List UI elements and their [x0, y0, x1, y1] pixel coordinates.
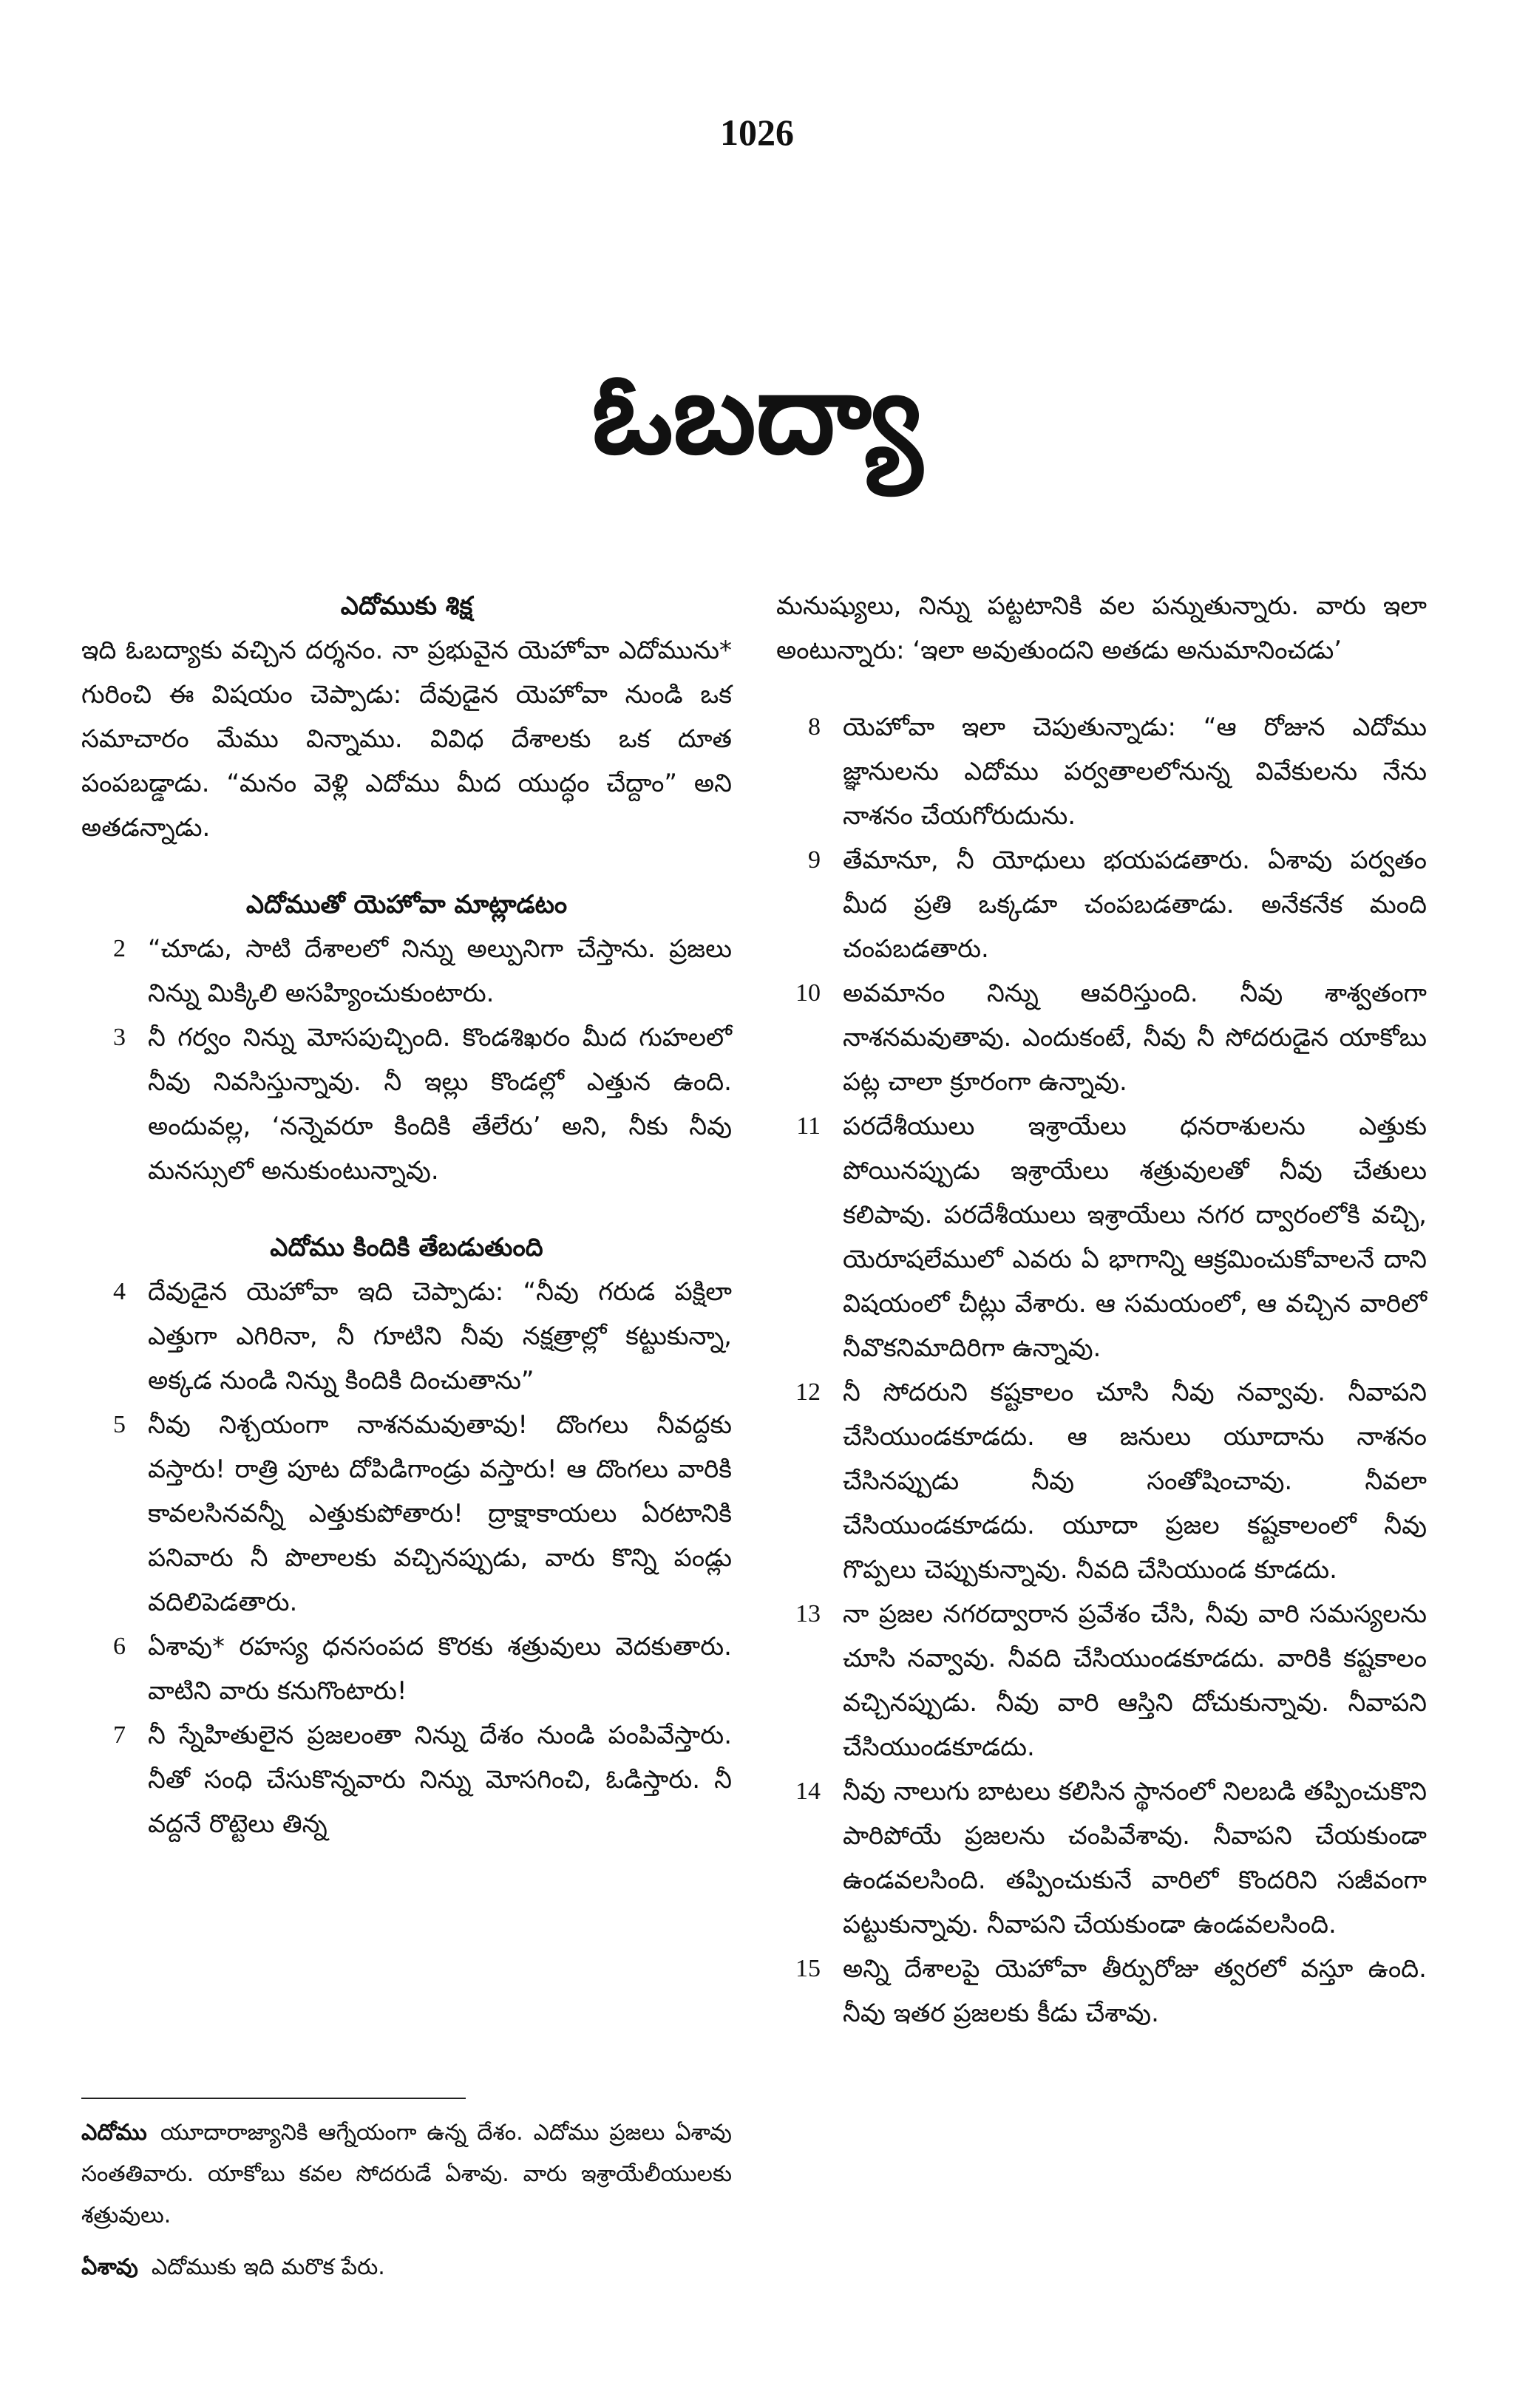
verse-number: 9	[808, 846, 821, 874]
verse-text: నీ స్నేహితులైన ప్రజలంతా నిన్ను దేశం నుండి పంపివేస్తారు. నీతో సంధి చేసుకొన్నవారు నిన్ను మోసగించి, ఓడిస్తారు. నీ వద్దనే రొట్టెలు తిన్న	[148, 1721, 732, 1839]
verse-number: 6	[113, 1633, 126, 1660]
verse-text: యెహోవా ఇలా చెపుతున్నాడు: “ఆ రోజున ఎదోము జ్ఞానులను ఎదోము పర్వతాలలోనున్న వివేకులను నేను నాశనం చేయగోరుదును.	[843, 712, 1427, 831]
section-heading-brought-down: ఎదోము కిందికి తేబడుతుంది	[270, 1233, 543, 1262]
verse-text: తేమానూ, నీ యోధులు భయపడతారు. ఏశావు పర్వతం మీద ప్రతి ఒక్కడూ చంపబడతాడు. అనేకనేక మంది చంపబడతారు.	[843, 846, 1427, 964]
footnote	[81, 2112, 732, 2237]
verse-text: అవమానం నిన్ను ఆవరిస్తుంది. నీవు శాశ్వతంగా నాశనమవుతావు. ఎందుకంటే, నీవు నీ సోదరుడైన యాకోబు పట్ల చాలా క్రూరంగా ఉన్నావు.	[843, 979, 1427, 1097]
verse-number: 12	[795, 1378, 821, 1406]
verse-list	[81, 1270, 732, 1846]
verse-number: 8	[808, 713, 821, 741]
verse-4	[81, 1270, 732, 1403]
verse-11	[776, 1104, 1427, 1370]
left-column	[81, 584, 732, 1846]
verse-7	[81, 1713, 732, 1846]
verse-2	[81, 927, 732, 1016]
verse-list	[81, 927, 732, 1193]
footnote-divider	[81, 2098, 466, 2099]
verse-13	[776, 1592, 1427, 1769]
section-heading-punishment: ఎదోముకు శిక్ష	[340, 591, 473, 621]
verse-14	[776, 1769, 1427, 1947]
verse-10	[776, 971, 1427, 1104]
verse-continuation: మనుష్యులు, నిన్ను పట్టటానికి వల పన్నుతున్నారు. వారు ఇలా అంటున్నారు: ‘ఇలా అవుతుందని అతడు అనుమానించడు’	[776, 591, 1427, 665]
verse-text: పరదేశీయులు ఇశ్రాయేలు ధనరాశులను ఎత్తుకు పోయినప్పుడు ఇశ్రాయేలు శత్రువులతో నీవు చేతులు కలిపావు. పరదేశీయులు ఇశ్రాయేలు నగర ద్వారంలోకి వచ్చి, యెరూషలేములో ఎవరు ఏ భాగాన్ని ఆక్రమించుకోవాలనే దాని విషయంలో చీట్లు వేశారు. ఆ సమయంలో, ఆ వచ్చిన వారిలో నీవొకనిమాదిరిగా ఉన్నావు.	[843, 1112, 1427, 1363]
footnote-text: యూదారాజ్యానికి ఆగ్నేయంగా ఉన్న దేశం. ఎదోము ప్రజలు ఏశావు సంతతివారు. యాకోబు కవల సోదరుడే ఏశావు. వారు ఇశ్రాయేలీయులకు శత్రువులు.	[81, 2120, 732, 2228]
verse-text: ఏశావు* రహస్య ధనసంపద కొరకు శత్రువులు వెదకుతారు. వాటిని వారు కనుగొంటారు!	[148, 1632, 732, 1706]
verse-text: దేవుడైన యెహోవా ఇది చెప్పాడు: “నీవు గరుడ పక్షిలా ఎత్తుగా ఎగిరినా, నీ గూటిని నీవు నక్షత్రాల్లో కట్టుకున్నా, అక్కడ నుండి నిన్ను కిందికి దించుతాను”	[148, 1277, 732, 1395]
verse-text: నా ప్రజల నగరద్వారాన ప్రవేశం చేసి, నీవు వారి సమస్యలను చూసి నవ్వావు. నీవది చేసియుండకూడదు. వారికి కష్టకాలం వచ్చినప్పుడు. నీవు వారి ఆస్తిని దోచుకున్నావు. నీవాపని చేసియుండకూడదు.	[843, 1599, 1427, 1762]
page-number: 1026	[720, 112, 794, 153]
verse-number: 3	[113, 1024, 126, 1051]
verse-9	[776, 838, 1427, 971]
footnotes	[81, 2112, 732, 2299]
verse-list	[776, 705, 1427, 2035]
verse-number: 2	[113, 935, 126, 962]
footnote-term: ఎదోము	[81, 2120, 147, 2146]
verse-3	[81, 1016, 732, 1193]
verse-number: 11	[796, 1112, 821, 1140]
right-column	[776, 584, 1427, 2035]
verse-text: నీవు నాలుగు బాటలు కలిసిన స్థానంలో నిలబడి తప్పించుకొని పారిపోయే ప్రజలను చంపివేశావు. నీవాపని చేయకుండా ఉండవలసింది. తప్పించుకునే వారిలో కొందరిని సజీవంగా పట్టుకున్నావు. నీవాపని చేయకుండా ఉండవలసింది.	[843, 1777, 1427, 1939]
verse-text: నీ గర్వం నిన్ను మోసపుచ్చింది. కొండశిఖరం మీద గుహలలో నీవు నివసిస్తున్నావు. నీ ఇల్లు కొండల్లో ఎత్తున ఉంది. అందువల్ల, ‘నన్నెవరూ కిందికి తేలేరు’ అని, నీకు నీవు మనస్సులో అనుకుంటున్నావు.	[148, 1023, 732, 1186]
verse-6	[81, 1625, 732, 1713]
footnote	[81, 2247, 732, 2288]
footnote-text: ఎదోముకు ఇది మరొక పేరు.	[151, 2254, 385, 2280]
verse-5	[81, 1403, 732, 1625]
verse-number: 5	[113, 1411, 126, 1438]
verse-number: 13	[795, 1600, 821, 1628]
verse-number: 15	[795, 1955, 821, 1982]
verse-text: అన్ని దేశాలపై యెహోవా తీర్పురోజు త్వరలో వస్తూ ఉంది. నీవు ఇతర ప్రజలకు కీడు చేశావు.	[843, 1954, 1427, 2028]
verse-text: నీ సోదరుని కష్టకాలం చూసి నీవు నవ్వావు. నీవాపని చేసియుండకూడదు. ఆ జనులు యూదాను నాశనం చేసినప్పుడు నీవు సంతోషించావు. నీవలా చేసియుండకూడదు. యూదా ప్రజల కష్టకాలంలో నీవు గొప్పలు చెప్పుకున్నావు. నీవది చేసియుండ కూడదు.	[843, 1378, 1427, 1585]
section-heading-lord-speaks: ఎదోముతో యెహోవా మాట్లాడటం	[245, 890, 568, 919]
verse-text: నీవు నిశ్చయంగా నాశనమవుతావు! దొంగలు నీవద్దకు వస్తారు! రాత్రి పూట దోపిడిగాండ్రు వస్తారు! ఆ దొంగలు వారికి కావలసినవన్నీ ఎత్తుకుపోతారు! ద్రాక్షాకాయలు ఏరటానికి పనివారు నీ పొలాలకు వచ్చినప్పుడు, వారు కొన్ని పండ్లు వదిలిపెడతారు.	[148, 1410, 732, 1617]
verse-number: 4	[113, 1278, 126, 1305]
verse-12	[776, 1370, 1427, 1592]
verse-number: 14	[795, 1778, 821, 1805]
verse-15	[776, 1947, 1427, 2035]
verse-8	[776, 705, 1427, 838]
verse-number: 10	[795, 979, 821, 1007]
intro-verse-1: ఇది ఓబద్యాకు వచ్చిన దర్శనం. నా ప్రభువైన యెహోవా ఎదోమును* గురించి ఈ విషయం చెప్పాడు: దేవుడైన యెహోవా నుండి ఒక సమాచారం మేము విన్నాము. వివిధ దేశాలకు ఒక దూత పంపబడ్డాడు. “మనం వెళ్లి ఎదోము మీద యుద్ధం చేద్దాం” అని అతడన్నాడు.	[81, 636, 732, 843]
footnote-term: ఏశావు	[81, 2254, 138, 2280]
book-title: ఓబద్యా	[591, 349, 923, 479]
verse-number: 7	[113, 1721, 126, 1749]
verse-text: “చూడు, సాటి దేశాలలో నిన్ను అల్పునిగా చేస్తాను. ప్రజలు నిన్ను మిక్కిలి అసహ్యించుకుంటారు.	[148, 934, 732, 1008]
